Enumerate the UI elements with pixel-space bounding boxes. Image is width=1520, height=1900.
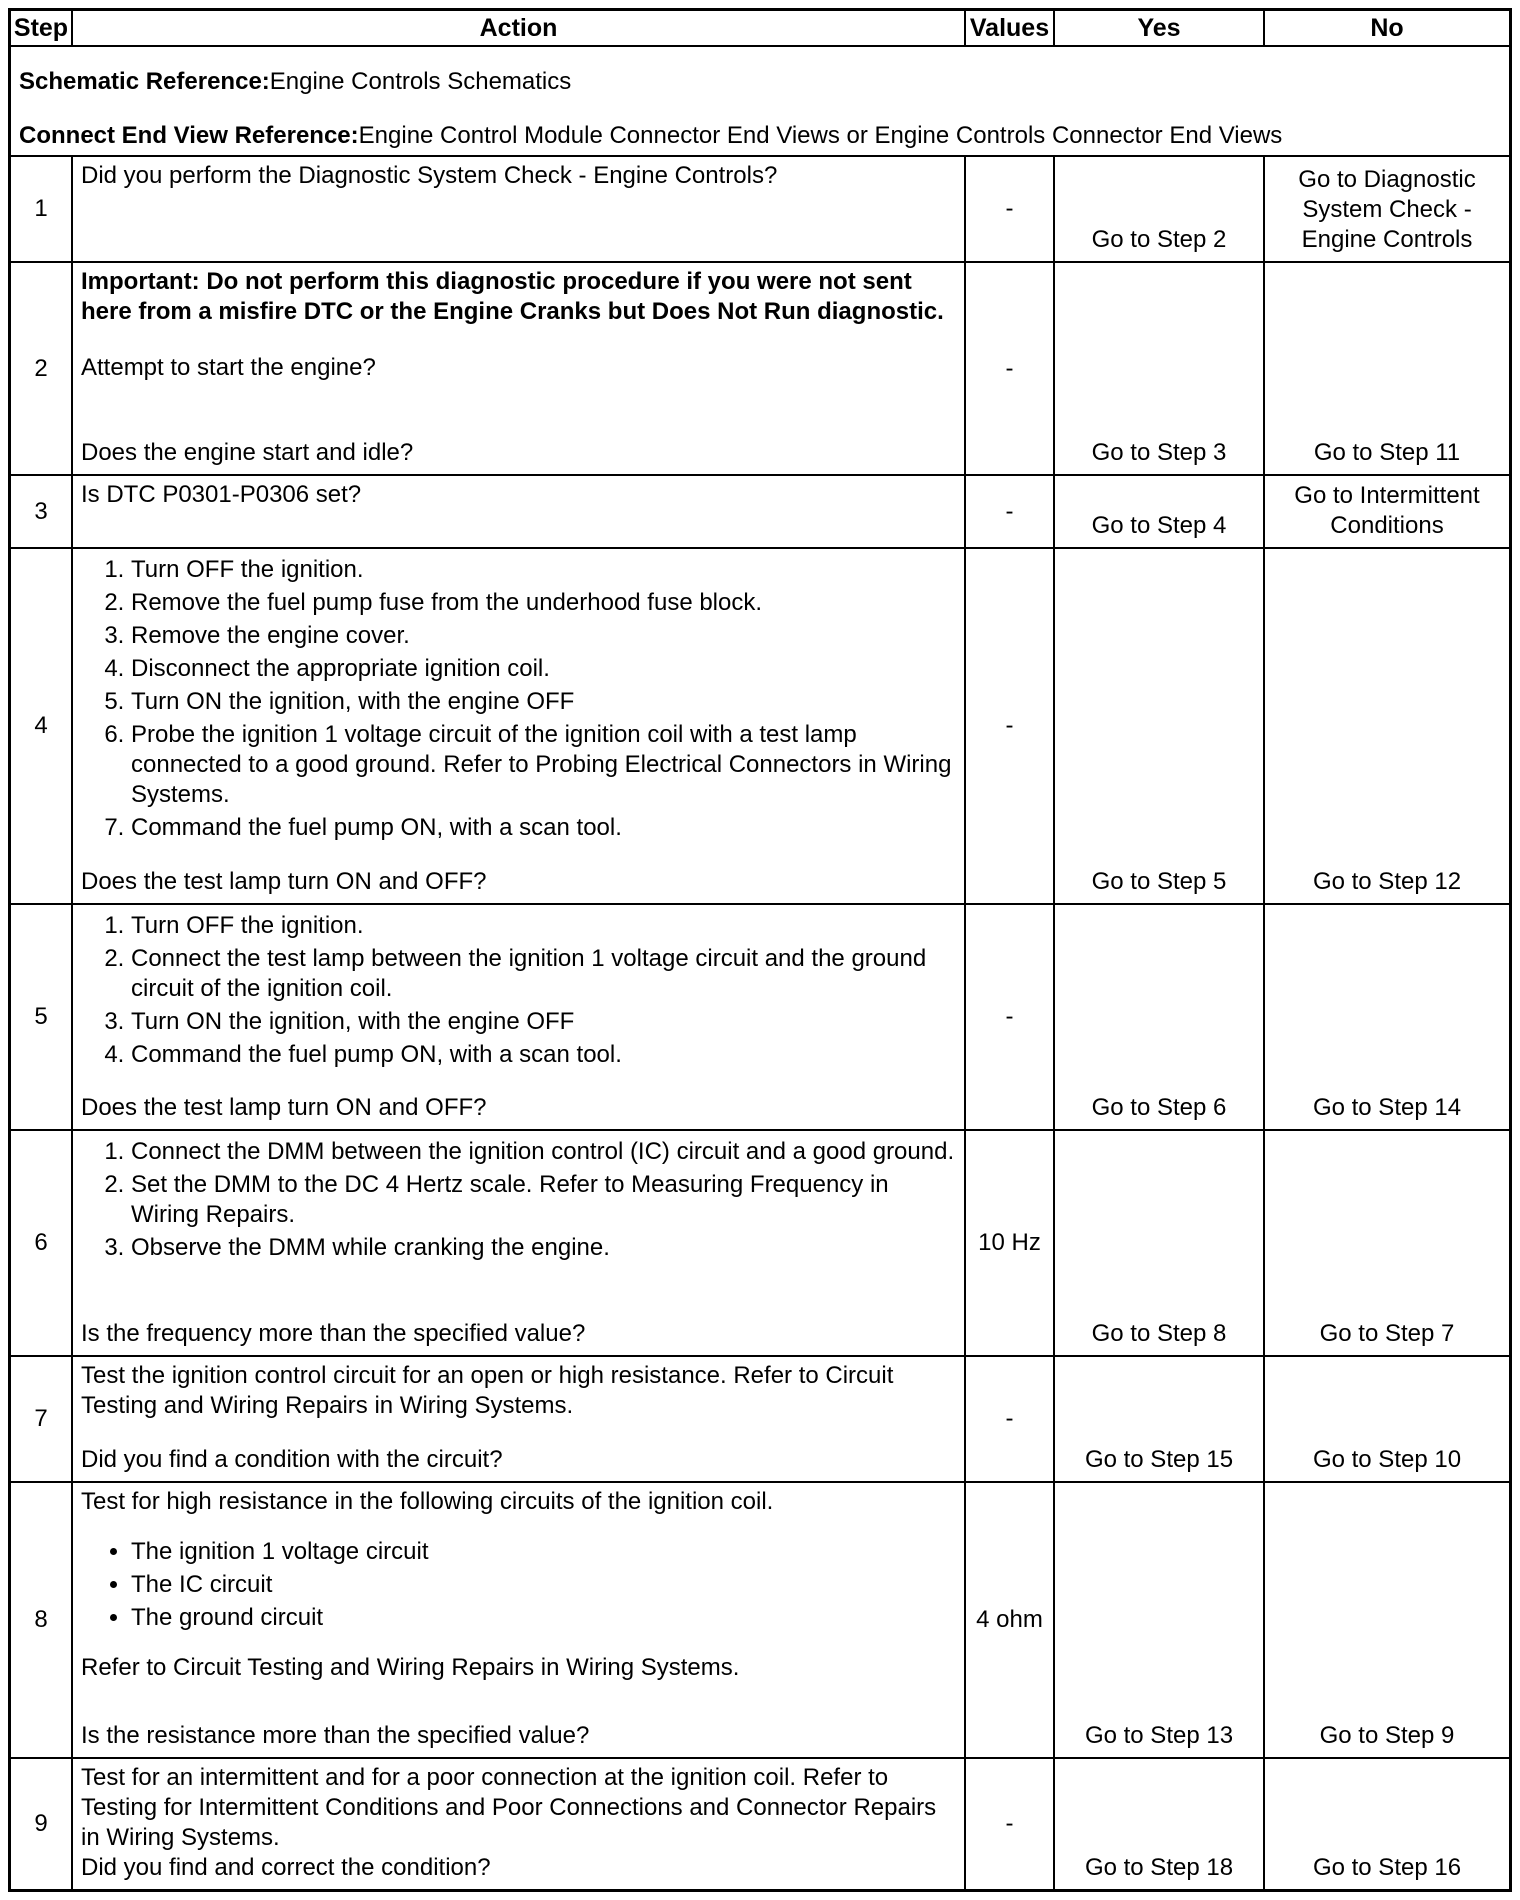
step-reference: Refer to Circuit Testing and Wiring Repairs in Wiring Systems. [81,1654,740,1681]
step-no: Go to Step 14 [1263,905,1509,1129]
list-item: • The ignition 1 voltage circuit [131,1537,956,1567]
step-no: Go to Step 16 [1263,1759,1509,1889]
list-item: 4. Disconnect the appropriate ignition coil. [131,654,956,684]
step-no: Go to Intermittent Conditions [1263,476,1509,547]
step-yes: Go to Step 18 [1053,1759,1263,1889]
step-question: Does the engine start and idle? [81,439,414,466]
header-values: Values [964,11,1053,45]
step-instruction: Attempt to start the engine? [81,354,376,381]
step-value: 10 Hz [964,1131,1053,1355]
step-question: Did you perform the Diagnostic System Check - Engine Controls? [81,162,778,189]
step-question: Does the test lamp turn ON and OFF? [81,868,487,895]
list-item: • The IC circuit [131,1570,956,1600]
list-item: 3. Observe the DMM while cranking the engine. [131,1233,956,1263]
step-list [81,1137,956,1263]
step-yes: Go to Step 4 [1053,476,1263,547]
step-action [71,1483,964,1757]
list-item: 3. Turn ON the ignition, with the engine OFF [131,1007,956,1037]
step-action [71,1131,964,1355]
step-row-5 [11,903,1509,1129]
list-item: 1. Turn OFF the ignition. [131,555,956,585]
list-item: 5. Turn ON the ignition, with the engine OFF [131,687,956,717]
step-row-3 [11,474,1509,547]
step-no: Go to Step 11 [1263,263,1509,474]
header-action: Action [71,11,964,45]
step-number: 3 [34,497,48,525]
list-item: 2. Set the DMM to the DC 4 Hertz scale. Refer to Measuring Frequency in Wiring Repairs. [131,1170,956,1230]
step-row-6 [11,1129,1509,1355]
step-number: 2 [34,354,48,382]
step-question: Is the frequency more than the specified value? [81,1320,586,1347]
step-value: - [964,1357,1053,1481]
step-value: - [964,549,1053,903]
step-question: Did you find and correct the condition? [81,1854,491,1881]
step-row-2 [11,261,1509,474]
step-no: Go to Step 7 [1263,1131,1509,1355]
schematic-reference-label: Schematic Reference: [19,68,270,95]
step-no: Go to Step 12 [1263,549,1509,903]
step-value: - [964,905,1053,1129]
step-action [71,157,964,261]
step-no: Go to Diagnostic System Check - Engine Controls [1263,157,1509,261]
step-yes: Go to Step 13 [1053,1483,1263,1757]
step-number: 8 [34,1606,48,1633]
connector-reference-label: Connect End View Reference: [19,122,359,149]
step-row-7 [11,1355,1509,1481]
step-action [71,549,964,903]
step-value: 4 ohm [964,1483,1053,1757]
step-question: Did you find a condition with the circuit? [81,1446,503,1473]
step-number: 7 [34,1405,48,1432]
step-instruction: Test the ignition control circuit for an open or high resistance. Refer to Circuit Testing and Wiring Repairs in Wiring Systems. [81,1362,894,1419]
list-item: • The ground circuit [131,1603,956,1633]
step-row-9 [11,1757,1509,1889]
step-yes: Go to Step 15 [1053,1357,1263,1481]
schematic-reference-value: Engine Controls Schematics [269,68,572,95]
step-question: Is the resistance more than the specified value? [81,1722,590,1749]
step-question: Does the test lamp turn ON and OFF? [81,1094,487,1121]
step-number: 9 [34,1810,48,1837]
step-yes: Go to Step 5 [1053,549,1263,903]
header-yes: Yes [1053,11,1263,45]
list-item: 2. Connect the test lamp between the ignition 1 voltage circuit and the ground circuit of the ignition coil. [131,944,956,1004]
step-value: - [964,476,1053,547]
reference-row [11,45,1509,155]
step-yes: Go to Step 3 [1053,263,1263,474]
list-item: 7. Command the fuel pump ON, with a scan tool. [131,813,956,843]
step-action [71,263,964,474]
step-action [71,476,964,547]
list-item: 2. Remove the fuel pump fuse from the underhood fuse block. [131,588,956,618]
list-item: 6. Probe the ignition 1 voltage circuit of the ignition coil with a test lamp connected to a good ground. Refer to Probing Electrical Connectors in Wiring Systems. [131,720,956,810]
list-item: 1. Turn OFF the ignition. [131,911,956,941]
step-yes: Go to Step 2 [1053,157,1263,261]
step-number: 6 [34,1229,48,1256]
step-question: Is DTC P0301-P0306 set? [81,481,362,508]
table-header [11,11,1509,45]
step-action [71,1357,964,1481]
step-action [71,1759,964,1889]
step-value: - [964,1759,1053,1889]
step-yes: Go to Step 8 [1053,1131,1263,1355]
step-no: Go to Step 9 [1263,1483,1509,1757]
connector-reference [11,117,1509,155]
step-row-4 [11,547,1509,903]
step-yes: Go to Step 6 [1053,905,1263,1129]
step-row-8 [11,1481,1509,1757]
list-item: 4. Command the fuel pump ON, with a scan tool. [131,1040,956,1070]
step-list [81,911,956,1070]
list-item: 3. Remove the engine cover. [131,621,956,651]
step-value: - [964,263,1053,474]
step-action [71,905,964,1129]
header-step: Step [13,14,69,42]
schematic-reference [11,63,1509,101]
connector-reference-value: Engine Control Module Connector End Views or Engine Controls Connector End Views [358,122,1283,149]
step-no: Go to Step 10 [1263,1357,1509,1481]
list-item: 1. Connect the DMM between the ignition control (IC) circuit and a good ground. [131,1137,956,1167]
step-instruction: Test for an intermittent and for a poor connection at the ignition coil. Refer to Testing for Intermittent Conditions and Poor Connections and Connector Repairs in Wiring Systems. [81,1764,937,1851]
step-number: 5 [34,1003,48,1030]
important-note: Important: Do not perform this diagnostic procedure if you were not sent here from a misfire DTC or the Engine Cranks but Does Not Run diagnostic. [81,268,944,325]
step-number: 4 [34,712,48,739]
header-no: No [1263,11,1509,45]
step-row-1 [11,155,1509,261]
step-list [81,555,956,843]
step-instruction: Test for high resistance in the following circuits of the ignition coil. [81,1488,774,1515]
step-number: 1 [34,195,48,222]
circuit-list [81,1537,956,1633]
diagnostic-table [8,8,1512,1892]
step-value: - [964,157,1053,261]
